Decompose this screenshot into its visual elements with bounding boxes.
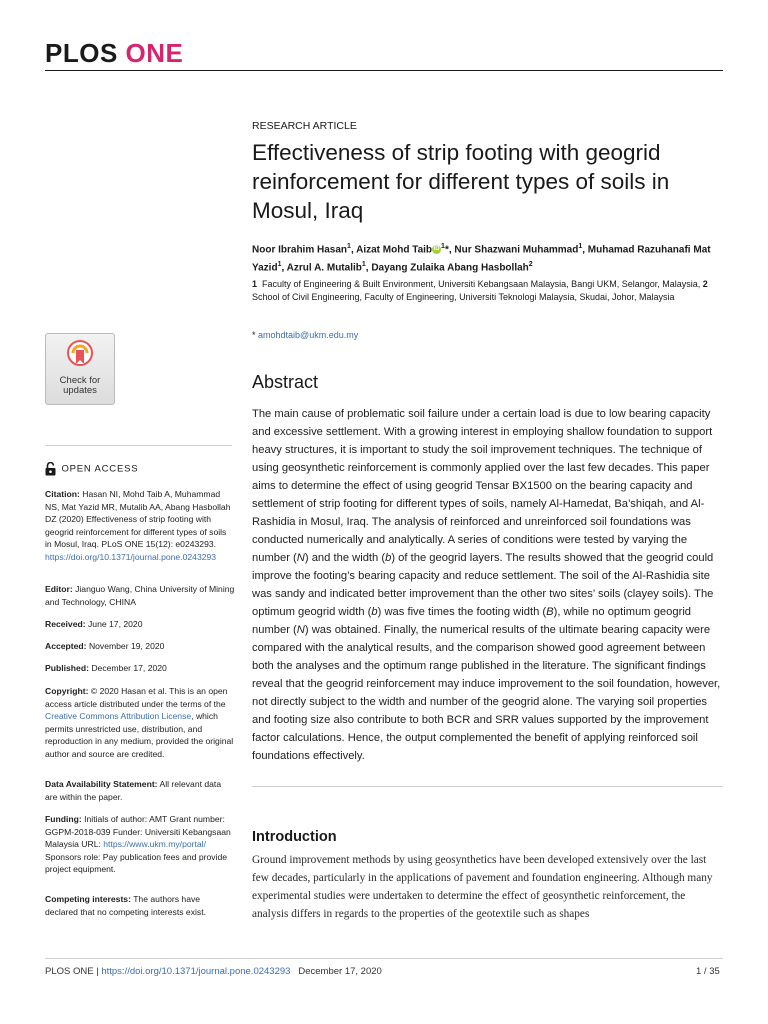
footer-date: December 17, 2020 bbox=[298, 966, 382, 977]
introduction-heading: Introduction bbox=[252, 829, 337, 845]
citation-block: Citation: Hasan NI, Mohd Taib A, Muhammad NS, Mat Yazid MR, Mutalib AA, Abang Hasbollah DZ (2020) Effectiveness of strip footing with geogrid reinforcement for different types of soils in Mosul, Iraq. PLoS ONE 15(12): e0243293. https://doi.org/10.1371/journal.pone.0243293 bbox=[45, 489, 231, 562]
funding-link[interactable]: https://www.ukm.my/portal/ bbox=[103, 839, 206, 850]
article-title: Effectiveness of strip footing with geogrid reinforcement for different types of soils in Mosul, Iraq bbox=[252, 140, 670, 223]
check-for-updates-badge[interactable] bbox=[45, 333, 115, 405]
bookmark-ribbon-icon bbox=[66, 340, 94, 370]
logo-plos: PLOS bbox=[45, 38, 118, 68]
author-name: Azrul A. Mutalib bbox=[286, 262, 362, 274]
editor-block: Editor: Jianguo Wang, China University of Mining and Technology, CHINA bbox=[45, 584, 235, 607]
author-name: Dayang Zulaika Abang Hasbollah bbox=[371, 262, 529, 274]
email-link[interactable]: amohdtaib@ukm.edu.my bbox=[258, 330, 359, 340]
abstract-heading: Abstract bbox=[252, 372, 319, 392]
introduction-text: Ground improvement methods by using geosynthetics have been developed extensively over the last few decades, particularly in the applications of pavement and foundation engineering. Although many experimental studies were undertaken to determine the effect of geosynthetic reinforcement, the analysis differs in regards to the properties of the geotextile such as shapes bbox=[252, 854, 713, 920]
citation-doi-link[interactable]: https://doi.org/10.1371/journal.pone.0243293 bbox=[45, 551, 217, 562]
affiliation-2: School of Civil Engineering, Faculty of Engineering, Universiti Teknologi Malaysia, Skudai, Johor, Malaysia bbox=[252, 292, 675, 302]
badge-line-2: updates bbox=[63, 385, 97, 396]
corresponding-email: * amohdtaib@ukm.edu.my bbox=[252, 330, 359, 340]
competing-interests-block: Competing interests: The authors have declared that no competing interests exist. bbox=[45, 894, 206, 917]
logo-one: ONE bbox=[125, 38, 184, 68]
author-list: Noor Ibrahim Hasan$^1$, Aizat Mohd Taib iD $^1$*, Nur Shazwani Muhammad$^1$, Muhamad Razuhanafi Mat Yazid$^1$, Azrul A. Mutalib$^1$, Dayang Zulaika Abang Hasbollah$^2$ bbox=[252, 243, 711, 274]
header-divider bbox=[45, 70, 723, 71]
footer-citation: PLOS ONE | https://doi.org/10.1371/journal.pone.0243293 December 17, 2020 bbox=[45, 966, 382, 977]
footer-doi-link[interactable]: https://doi.org/10.1371/journal.pone.0243293 bbox=[101, 966, 291, 977]
abstract-divider bbox=[252, 786, 723, 787]
open-access-label: OPEN ACCESS bbox=[45, 462, 138, 476]
license-link[interactable]: Creative Commons Attribution License bbox=[45, 711, 192, 722]
abstract-text: The main cause of problematic soil failure under a certain load is due to low bearing capacity and excessive settlement. With a growing interest in employing shallow foundation to support heavy structures, it is important to study the soil improvement techniques. The technique of using geosynthetic reinforcement is commonly applied over the last few decades. This paper aims to determine the effect of using geogrid Tensar BX1500 on the bearing capacity and settlement of strip footing for different types of soils, namely Al-Hamedat, Ba’shiqah, and Al-Rashidia in Mosul, Iraq. The analysis of reinforced and unreinforced soil foundations was conducted numerically and analytically. A series of conditions were tested by varying the number (N) and the width (b) of the geogrid layers. The results showed that the geogrid could improve the footing’s bearing capacity and reduce settlement. The soil of the Al-Rashidia site was sandy and indicated better improvement than the other two sites’ soils (clayey soils). The optimum geogrid width (b) was five times the footing width (B), while no optimum geogrid number (N) was obtained. Finally, the numerical results of the ultimate bearing capacity were compared with the analytical results, and the comparison showed good agreement between both the analyses and the optimum range published in the literature. The significant findings reveal that the geogrid reinforcement may induce improvement to the soil foundation, however, not directly subject to the width and number of the geogrid alone. The varying soil properties and footing size also contribute to both BCR and SRR values supported by the improvement factor calculations. Hence, the output complemented the benefit of applying reinforced soil foundations effectively. bbox=[252, 408, 721, 762]
journal-logo bbox=[45, 38, 183, 69]
open-lock-icon bbox=[45, 462, 56, 476]
page-number: 1 / 35 bbox=[696, 966, 720, 977]
published-block: Published: December 17, 2020 bbox=[45, 663, 167, 673]
data-availability-block: Data Availability Statement: All relevant data are within the paper. bbox=[45, 779, 222, 802]
badge-line-1: Check for bbox=[59, 375, 101, 386]
footer-divider bbox=[45, 958, 723, 959]
author-name: Nur Shazwani Muhammad bbox=[454, 244, 579, 256]
affiliation-1: Faculty of Engineering & Built Environment, Universiti Kebangsaan Malaysia, Bangi UKM, Selangor, Malaysia, bbox=[262, 279, 701, 289]
received-block: Received: June 17, 2020 bbox=[45, 619, 143, 629]
author-name: Muhamad Razuhanafi Mat Yazid bbox=[252, 244, 711, 274]
accepted-block: Accepted: November 19, 2020 bbox=[45, 641, 165, 651]
author-name: Noor Ibrahim Hasan bbox=[252, 244, 348, 256]
article-type: RESEARCH ARTICLE bbox=[252, 120, 357, 132]
orcid-icon[interactable]: iD bbox=[433, 246, 440, 253]
sidebar-divider bbox=[45, 445, 232, 446]
author-name: Aizat Mohd Taib bbox=[356, 244, 433, 256]
copyright-block: Copyright: © 2020 Hasan et al. This is an open access article distributed under the terms of the Creative Commons Attribution License, which permits unrestricted use, distribution, and reproduction in any medium, provided the original author and source are credited. bbox=[45, 686, 234, 759]
funding-block: Funding: Initials of author: AMT Grant number: GGPM-2018-039 Funder: Universiti Kebangsaan Malaysia URL: https://www.ukm.my/portal/ Sponsors role: Pay publication fees and provide project equipment. bbox=[45, 814, 231, 875]
affiliations: 1 Faculty of Engineering & Built Environment, Universiti Kebangsaan Malaysia, Bangi UKM, Selangor, Malaysia, 2 School of Civil Engineering, Faculty of Engineering, Universiti Teknologi Malaysia, Skudai, Johor, Malaysia bbox=[252, 279, 708, 302]
